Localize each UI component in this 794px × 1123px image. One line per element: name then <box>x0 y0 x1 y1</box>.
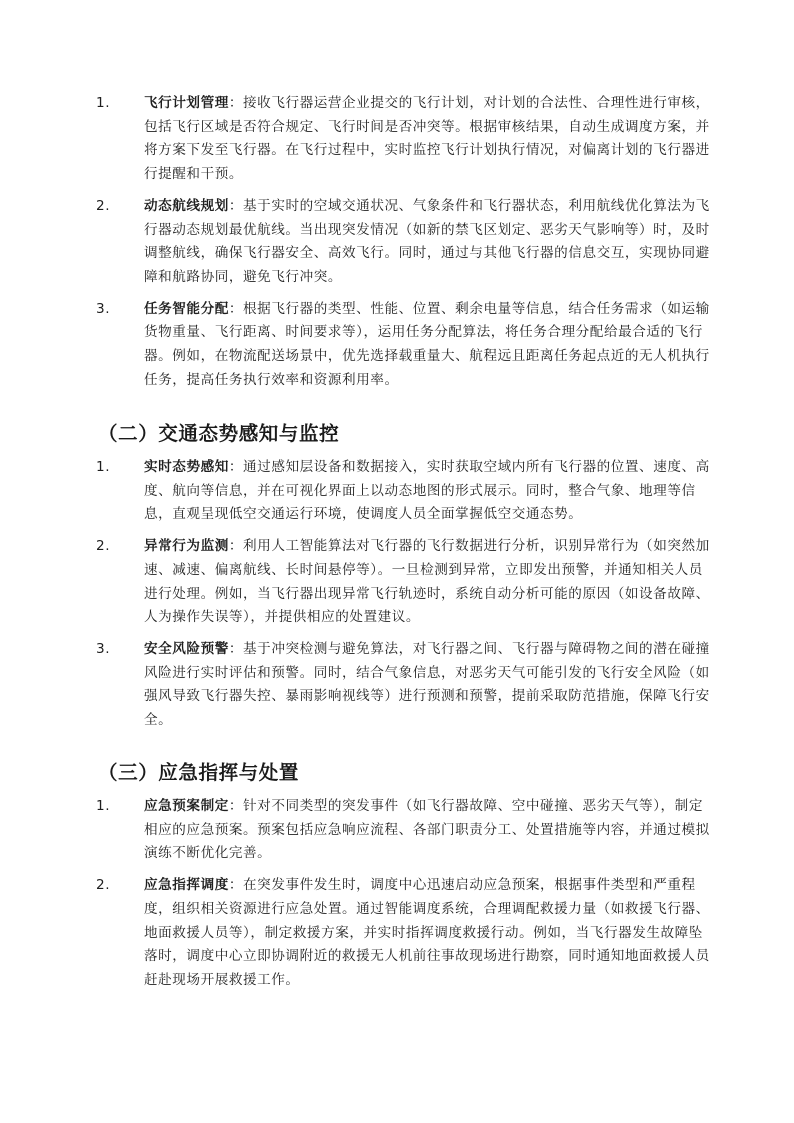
item-number: 1. <box>96 798 111 814</box>
item-text: 利用人工智能算法对飞行器的飞行数据进行分析，识别异常行为（如突然加速、减速、偏离航线、长时间悬停等）。一旦检测到异常，立即发出预警，并通知相关人员进行处理。例如，当飞行器出现异常飞行轨迹时，系统自动分析可能的原因（如设备故障、人为操作失误等），并提供相应的处置建议。 <box>144 538 710 626</box>
section2-list <box>96 456 716 733</box>
section3-list <box>96 795 716 993</box>
section1-list <box>96 92 716 392</box>
item-separator: ： <box>228 300 244 317</box>
item-separator: ： <box>228 95 244 111</box>
item-text: 在突发事件发生时，调度中心迅速启动应急预案，根据事件类型和严重程度，组织相关资源进行应急处置。通过智能调度系统，合理调配救援力量（如救援飞行器、地面救援人员等），制定救援方案，并实时指挥调度救援行动。例如，当飞行器发生故障坠落时，调度中心立即协调附近的救援无人机前往事故现场进行勘察，同时通知地面救援人员赶赴现场开展救援工作。 <box>144 877 710 988</box>
item-text: 针对不同类型的突发事件（如飞行器故障、空中碰撞、恶劣天气等），制定相应的应急预案。预案包括应急响应流程、各部门职责分工、处置措施等内容，并通过模拟演练不断优化完善。 <box>144 798 710 862</box>
item-separator: ： <box>228 538 244 555</box>
item-number: 3. <box>96 300 111 317</box>
list-item <box>96 456 716 527</box>
list-item <box>96 92 716 187</box>
item-separator: ： <box>228 877 244 894</box>
item-text: 接收飞行器运营企业提交的飞行计划，对计划的合法性、合理性进行审核，包括飞行区域是否符合规定、飞行时间是否冲突等。根据审核结果，自动生成调度方案，并将方案下发至飞行器。在飞行过程中，实时监控飞行计划执行情况，对偏离计划的飞行器进行提醒和干预。 <box>144 95 710 183</box>
item-term: 异常行为监测 <box>144 538 229 555</box>
item-number: 1. <box>96 95 111 111</box>
list-item <box>96 298 716 393</box>
list-item <box>96 874 716 993</box>
item-separator: ： <box>228 798 244 814</box>
list-item <box>96 638 716 733</box>
item-text: 通过感知层设备和数据接入，实时获取空域内所有飞行器的位置、速度、高度、航向等信息，并在可视化界面上以动态地图的形式展示。同时，整合气象、地理等信息，直观呈现低空交通运行环境，使调度人员全面掌握低空交通态势。 <box>144 459 710 523</box>
item-term: 动态航线规划 <box>144 197 229 214</box>
list-item <box>96 795 716 866</box>
section-heading: （三）应急指挥与处置 <box>98 761 300 784</box>
item-term: 飞行计划管理 <box>144 95 229 111</box>
item-number: 2. <box>96 877 111 894</box>
item-term: 安全风险预警 <box>144 640 229 657</box>
item-text: 基于冲突检测与避免算法，对飞行器之间、飞行器与障碍物之间的潜在碰撞风险进行实时评估和预警。同时，结合气象信息，对恶劣天气可能引发的飞行安全风险（如强风导致飞行器失控、暴雨影响视线等）进行预测和预警，提前采取防范措施，保障飞行安全。 <box>144 640 710 729</box>
item-number: 3. <box>96 640 111 657</box>
section-heading: （二）交通态势感知与监控 <box>98 422 340 445</box>
item-separator: ： <box>228 459 244 475</box>
item-number: 1. <box>96 459 111 475</box>
list-item <box>96 535 716 630</box>
item-text: 根据飞行器的类型、性能、位置、剩余电量等信息，结合任务需求（如运输货物重量、飞行距离、时间要求等），运用任务分配算法，将任务合理分配给最合适的飞行器。例如，在物流配送场景中，优先选择载重量大、航程远且距离任务起点近的无人机执行任务，提高任务执行效率和资源利用率。 <box>144 300 710 388</box>
item-separator: ： <box>228 640 244 657</box>
item-term: 实时态势感知 <box>144 459 229 475</box>
item-term: 任务智能分配 <box>144 300 229 317</box>
list-item <box>96 195 716 290</box>
item-term: 应急预案制定 <box>144 798 229 814</box>
item-term: 应急指挥调度 <box>144 877 229 894</box>
item-separator: ： <box>228 197 244 214</box>
item-text: 基于实时的空域交通状况、气象条件和飞行器状态，利用航线优化算法为飞行器动态规划最优航线。当出现突发情况（如新的禁飞区划定、恶劣天气影响等）时，及时调整航线，确保飞行器安全、高效飞行。同时，通过与其他飞行器的信息交互，实现协同避障和航路协同，避免飞行冲突。 <box>144 197 710 285</box>
item-number: 2. <box>96 197 111 214</box>
item-number: 2. <box>96 538 111 555</box>
